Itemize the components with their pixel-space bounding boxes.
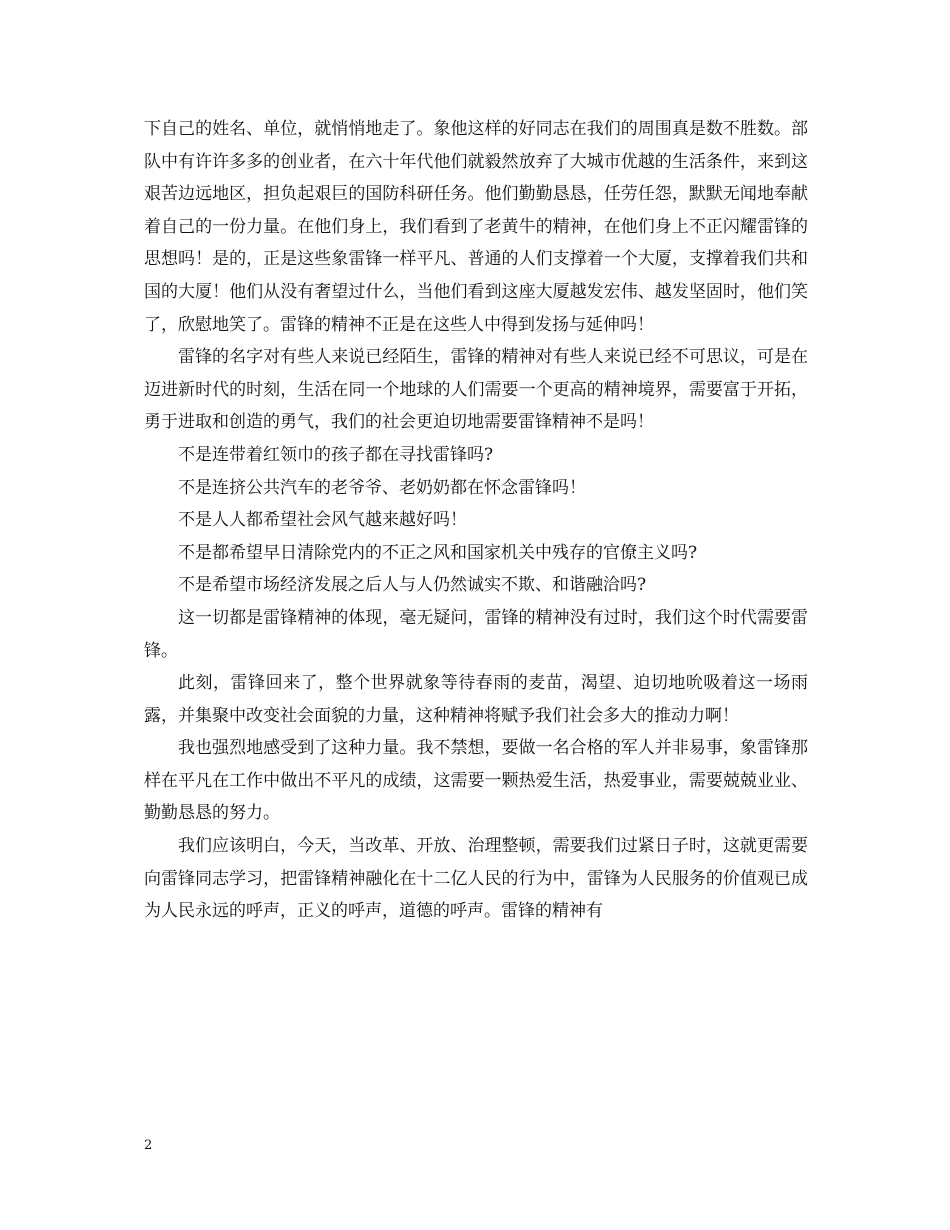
paragraph-9: 此刻，雷锋回来了，整个世界就象等待春雨的麦苗，渴望、迫切地吮吸着这一场雨露，并集聚中改变社会面貌的力量，这种精神将赋予我们社会多大的推动力啊！ xyxy=(144,673,808,726)
paragraph-11: 我们应该明白，今天，当改革、开放、治理整顿，需要我们过紧日子时，这就更需要向雷锋同志学习，把雷锋精神融化在十二亿人民的行为中，雷锋为人民服务的价值观已成为人民永远的呼声，正义的呼声，道德的呼声。雷锋的精神有 xyxy=(144,836,808,922)
body-text xyxy=(144,113,808,928)
paragraph-8: 这一切都是雷锋精神的体现，毫无疑问，雷锋的精神没有过时，我们这个时代需要雷锋。 xyxy=(144,607,808,661)
paragraph-3: 不是连带着红领巾的孩子都在寻找雷锋吗? xyxy=(178,444,494,465)
paragraph-4: 不是连挤公共汽车的老爷爷、老奶奶都在怀念雷锋吗！ xyxy=(178,477,586,498)
paragraph-2: 雷锋的名字对有些人来说已经陌生，雷锋的精神对有些人来说已经不可思议，可是在迈进新时代的时刻，生活在同一个地球的人们需要一个更高的精神境界，需要富于开拓，勇于进取和创造的勇气，我们的社会更迫切地需要雷锋精神不是吗！ xyxy=(144,347,808,433)
paragraph-10: 我也强烈地感受到了这种力量。我不禁想，要做一名合格的军人并非易事，象雷锋那样在平凡在工作中做出不平凡的成绩，这需要一颗热爱生活，热爱事业，需要兢兢业业、勤勤恳恳的努力。 xyxy=(144,738,808,824)
paragraph-6: 不是都希望早日清除党内的不正之风和国家机关中残存的官僚主义吗? xyxy=(178,542,698,563)
paragraph-7: 不是希望市场经济发展之后人与人仍然诚实不欺、和谐融洽吗? xyxy=(178,575,647,596)
paragraph-5: 不是人人都希望社会风气越来越好吗！ xyxy=(178,510,467,531)
page-number: 2 xyxy=(144,1138,153,1153)
paragraph-1: 下自己的姓名、单位，就悄悄地走了。象他这样的好同志在我们的周围真是数不胜数。部队中有许许多多的创业者，在六十年代他们就毅然放弃了大城市优越的生活条件，来到这艰苦边远地区，担负起艰巨的国防科研任务。他们勤勤恳恳，任劳任怨，默默无闻地奉献着自己的一份力量。在他们身上，我们看到了老黄牛的精神，在他们身上不正闪耀雷锋的思想吗！是的，正是这些象雷锋一样平凡、普通的人们支撑着一个大厦，支撑着我们共和国的大厦！他们从没有奢望过什么，当他们看到这座大厦越发宏伟、越发坚固时，他们笑了，欣慰地笑了。雷锋的精神不正是在这些人中得到发扬与延伸吗！ xyxy=(144,119,808,335)
